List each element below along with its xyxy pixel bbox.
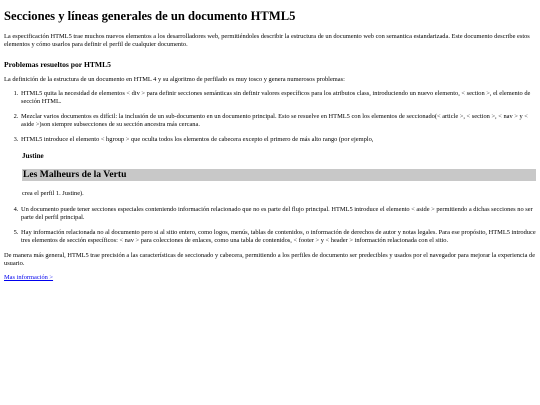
- problems-intro: La definición de la estructura de un documento en HTML 4 y su algoritmo de perfilado es muy tosco y genera numerosos problemas:: [4, 76, 345, 84]
- list-item: 5. Hay información relacionada no al documento pero si al sitio entero, como logos, menús, tablas de contenidos, o información de derechos de autor y notas legales. Para ese propósito, HTML5 introduce tres elementos de sección específicos: < nav > para colecciones de enlaces, como una tabla de contenidos, < footer > y < header > información relacionada con el sitio.: [20, 229, 536, 245]
- example-author: Justine: [22, 152, 44, 161]
- list-item: 4. Un documento puede tener secciones especiales conteniendo información relacionado que no es parte del flujo principal. HTML5 introduce el elemento < aside > permitiendo a dichas secciones no ser parte del perfil principal.: [20, 206, 536, 222]
- list-item: [20, 136, 536, 197]
- list-item: 1. HTML5 quita la necesidad de elementos < div > para definir secciones semánticas sin definir valores específicos para los atributos class, introduciendo un nuevo elemento, < section >, el elemento de sección HTML.: [20, 90, 536, 106]
- more-link-paragraph: [4, 274, 536, 282]
- problems-list-first: [4, 90, 536, 244]
- page-title: Secciones y líneas generales de un documento HTML5: [4, 9, 296, 23]
- more-info-link[interactable]: Mas información >: [4, 273, 54, 281]
- example-caption: crea el perfil 1. Justine).: [22, 189, 84, 197]
- list-item-text: HTML5 introduce el elemento < hgroup > que oculta todos los elementos de cabecera excepto el primero de más alto rango (por ejemplo,: [21, 136, 374, 144]
- problems-heading: Problemas resueltos por HTML5: [4, 59, 111, 69]
- intro-paragraph: La especificación HTML5 trae muchos nuevos elementos a los desarrolladores web, permitiéndoles describir la estructura de un documento web con semantica estandarizada. Este documento describe estos elementos y cómo usarlos para definir el perfil de cualquier documento.: [4, 32, 530, 48]
- example-book-title: Les Malheurs de la Vertu: [22, 169, 536, 181]
- list-item: 2. Mezclar varios documentos es difícil: la inclusión de un sub-documento en un documento principal. Esto se resuelve en HTML5 con los elementos de seccionado(< article >, < section >, < nav > y < aside >)son siempre subsecciones de su sección ancestra más cercana.: [20, 113, 536, 129]
- conclusion-paragraph: De manera más general, HTML5 trae precisión a las características de seccionado y cabecera, permitiendo a los perfiles de documento ser predecibles y usados por el navegador para mejorar la experiencia de usuario.: [4, 251, 536, 267]
